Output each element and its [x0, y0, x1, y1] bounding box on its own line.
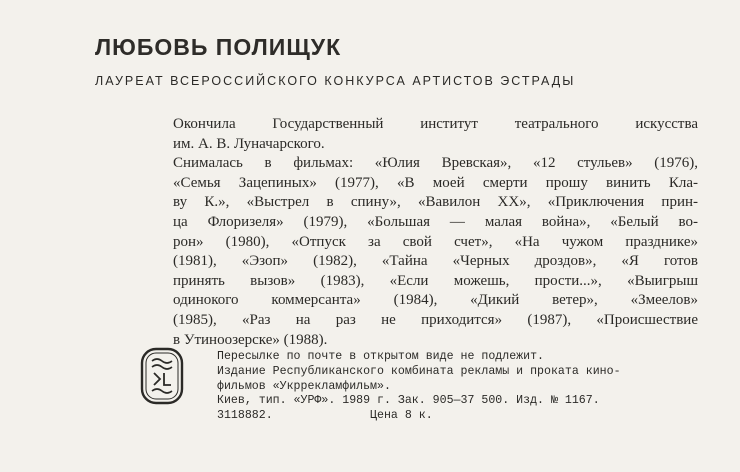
- bio-line: (1981), «Эзоп» (1982), «Тайна «Черных дроздов», «Я готов: [173, 253, 698, 270]
- bio-line: Окончила Государственный институт театрального искусства: [173, 116, 698, 132]
- footer-line: фильмов «Укррекламфильм».: [217, 379, 391, 393]
- bio-line: принять вызов» (1983), «Если можешь, прости...», «Выигрыш: [173, 272, 698, 289]
- footer-line: Киев, тип. «УРФ». 1989 г. Зак. 905—37 500. Изд. № 1167.: [217, 394, 600, 408]
- bio-line: одинокого коммерсанта» (1984), «Дикий ветер», «Змеелов»: [173, 292, 698, 309]
- publication-info: [217, 350, 662, 424]
- bio-line: ца Флоризеля» (1979), «Большая — малая война», «Белый во-: [173, 213, 698, 230]
- page-title: ЛЮБОВЬ ПОЛИЩУК: [95, 34, 342, 60]
- bio-line: ву К.», «Выстрел в спину», «Вавилон XX», «Приключения прин-: [173, 194, 698, 211]
- bio-line: им. А. В. Луначарского.: [173, 135, 325, 152]
- ukrreklamfilm-logo-icon: [140, 347, 184, 405]
- biography-text: [173, 115, 698, 350]
- bio-line: Снималась в фильмах: «Юлия Вревская», «12 стульев» (1976),: [173, 155, 698, 172]
- bio-line: (1985), «Раз на раз не приходится» (1987), «Происшествие: [173, 311, 698, 328]
- bio-line: в Утиноозерске» (1988).: [173, 331, 328, 348]
- bio-line: «Семья Зацепиных» (1977), «В моей смерти прошу винить Кла-: [173, 174, 698, 191]
- bio-line: рон» (1980), «Отпуск за свой счет», «На чужом празднике»: [173, 233, 698, 250]
- footer-line: Издание Республиканского комбината рекламы и проката кино-: [217, 364, 621, 378]
- footer-line: 3118882. Цена 8 к.: [217, 409, 433, 423]
- footer-line: Пересылке по почте в открытом виде не подлежит.: [217, 350, 544, 363]
- page-subtitle: ЛАУРЕАТ ВСЕРОССИЙСКОГО КОНКУРСА АРТИСТОВ ЭСТРАДЫ: [95, 74, 576, 88]
